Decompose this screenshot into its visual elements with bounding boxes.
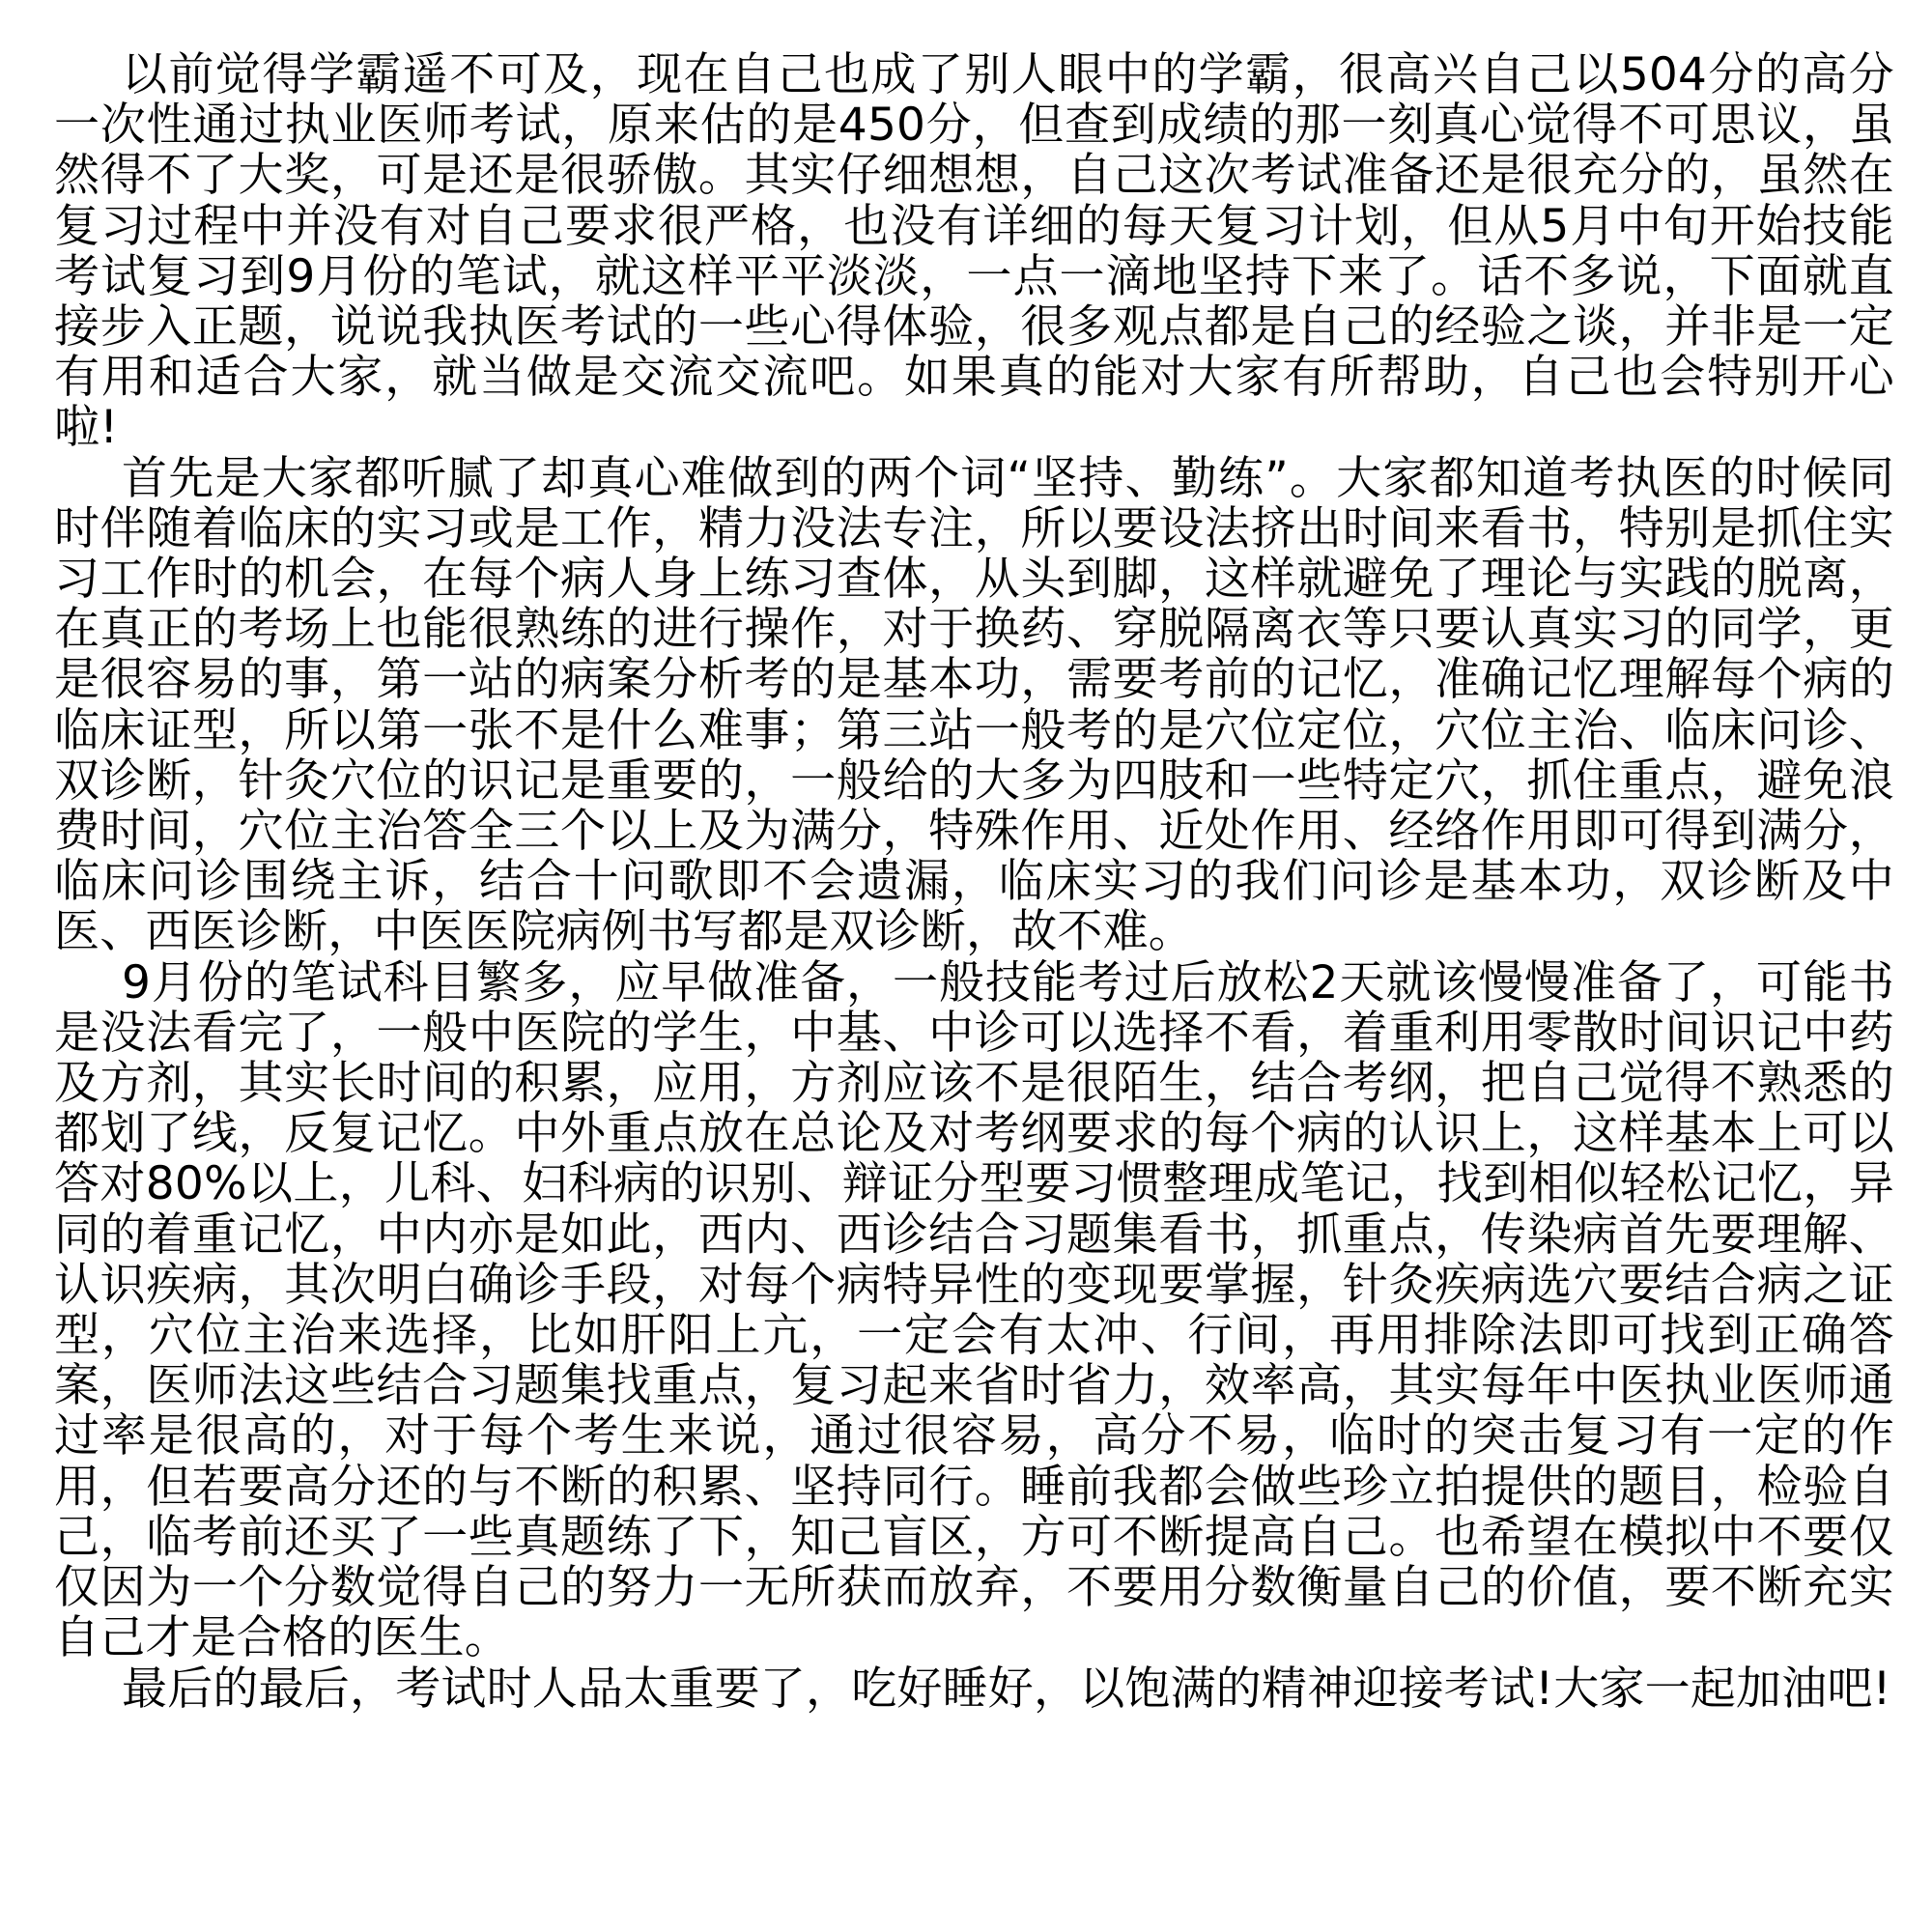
paragraph-written-exam: 9月份的笔试科目繁多，应早做准备，一般技能考过后放松2天就该慢慢准备了，可能书是没法看完了，一般中医院的学生，中基、中诊可以选择不看，着重利用零散时间识记中药及方剂，其实长时间的积累，应用，方剂应该不是很陌生，结合考纲，把自己觉得不熟悉的都划了线，反复记忆。中外重点放在总论及对考纲要求的每个病的认识上，这样基本上可以答对80%以上，儿科、妇科病的识别、辩证分型要习惯整理成笔记，找到相似轻松记忆，异同的着重记忆，中内亦是如此，西内、西诊结合习题集看书，抓重点，传染病首先要理解、认识疾病，其次明白确诊手段，对每个病特异性的变现要掌握，针灸疾病选穴要结合病之证型，穴位主治来选择，比如肝阳上亢，一定会有太冲、行间，再用排除法即可找到正确答案，医师法这些结合习题集找重点，复习起来省时省力，效率高，其实每年中医执业医师通过率是很高的，对于每个考生来说，通过很容易，高分不易，临时的突击复习有一定的作用，但若要高分还的与不断的积累、坚持同行。睡前我都会做些珍立拍提供的题目，检验自己，临考前还买了一些真题练了下，知己盲区，方可不断提高自己。也希望在模拟中不要仅仅因为一个分数觉得自己的努力一无所获而放弃，不要用分数衡量自己的价值，要不断充实自己才是合格的医生。 <box>54 955 1894 1665</box>
paragraph-skills-exam: 首先是大家都听腻了却真心难做到的两个词“坚持、勤练”。大家都知道考执医的时候同时伴随着临床的实习或是工作，精力没法专注，所以要设法挤出时间来看书，特别是抓住实习工作时的机会，在每个病人身上练习查体，从头到脚，这样就避免了理论与实践的脱离，在真正的考场上也能很熟练的进行操作，对于换药、穿脱隔离衣等只要认真实习的同学，更是很容易的事，第一站的病案分析考的是基本功，需要考前的记忆，准确记忆理解每个病的临床证型，所以第一张不是什么难事；第三站一般考的是穴位定位，穴位主治、临床问诊、双诊断，针灸穴位的识记是重要的，一般给的大多为四肢和一些特定穴，抓住重点，避免浪费时间，穴位主治答全三个以上及为满分，特殊作用、近处作用、经络作用即可得到满分，临床问诊围绕主诉，结合十问歌即不会遗漏，临床实习的我们问诊是基本功，双诊断及中医、西医诊断，中医医院病例书写都是双诊断，故不难。 <box>54 451 1894 959</box>
document-body <box>54 50 1894 1715</box>
paragraph-intro: 以前觉得学霸遥不可及，现在自己也成了别人眼中的学霸，很高兴自己以504分的高分一次性通过执业医师考试，原来估的是450分，但查到成绩的那一刻真心觉得不可思议，虽然得不了大奖，可是还是很骄傲。其实仔细想想，自己这次考试准备还是很充分的，虽然在复习过程中并没有对自己要求很严格，也没有详细的每天复习计划，但从5月中旬开始技能考试复习到9月份的笔试，就这样平平淡淡，一点一滴地坚持下来了。话不多说，下面就直接步入正题，说说我执医考试的一些心得体验，很多观点都是自己的经验之谈，并非是一定有用和适合大家，就当做是交流交流吧。如果真的能对大家有所帮助，自己也会特别开心啦! <box>54 48 1894 455</box>
paragraph-conclusion: 最后的最后，考试时人品太重要了，吃好睡好，以饱满的精神迎接考试!大家一起加油吧! <box>122 1662 1891 1716</box>
